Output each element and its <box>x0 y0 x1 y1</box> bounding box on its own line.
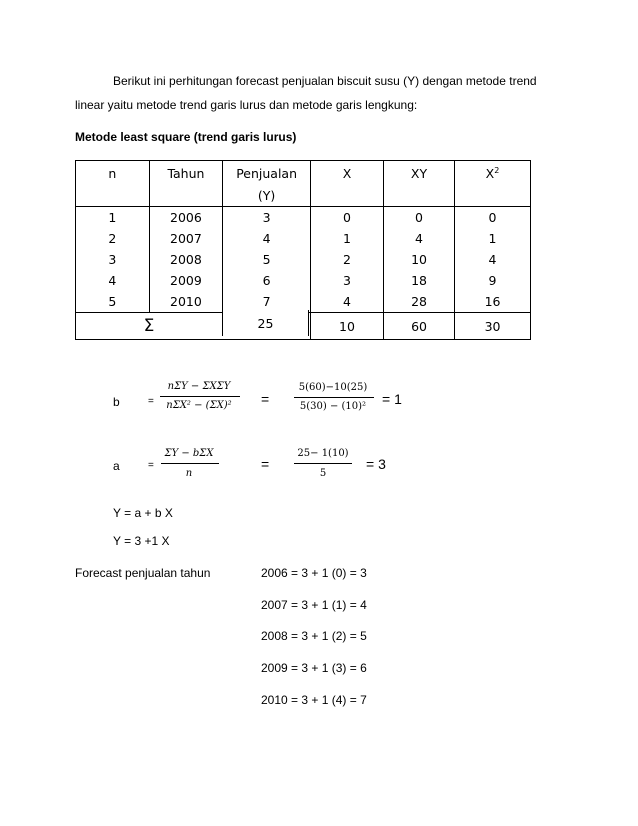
header-x2 <box>455 161 531 186</box>
b-numerator-values: 5(60)−10(25) <box>298 382 368 393</box>
a-equals-2: = <box>261 456 270 472</box>
sum-x: 10 <box>311 313 384 340</box>
header-penjualan-y: (Y) <box>223 185 311 207</box>
intro-line-2: linear yaitu metode trend garis lurus dan metode garis lengkung: <box>75 98 418 112</box>
forecast-line: 2009 = 3 + 1 (3) = 6 <box>261 661 367 675</box>
header-x2-base: X <box>485 165 495 181</box>
intro-line-1: Berikut ini perhitungan forecast penjualan biscuit susu (Y) dengan metode trend <box>113 74 537 88</box>
header-x2-sup: 2 <box>494 165 500 175</box>
cell: 18 <box>384 270 455 291</box>
forecast-line: 2008 = 3 + 1 (2) = 5 <box>261 629 367 643</box>
cell: 2010 <box>149 291 223 313</box>
cell: 6 <box>223 270 311 291</box>
a-numerator-values: 25− 1(10) <box>297 448 349 459</box>
sum-symbol: Σ <box>143 316 155 336</box>
header-n: n <box>76 161 150 186</box>
b-values-bar <box>294 397 374 398</box>
a-denominator-values: 5 <box>319 468 327 479</box>
cell: 0 <box>311 207 384 229</box>
cell: 3 <box>311 270 384 291</box>
header-xy: XY <box>384 161 455 186</box>
cell: 16 <box>455 291 531 313</box>
b-fraction-bar <box>160 396 240 397</box>
forecast-label: Forecast penjualan tahun <box>75 566 211 580</box>
header-tahun: Tahun <box>149 161 223 186</box>
header-penjualan: Penjualan <box>223 161 311 186</box>
cell: 4 <box>384 228 455 249</box>
a-numerator: ΣY − bΣX <box>164 448 214 459</box>
b-denominator-values: 5(30) − (10)² <box>299 401 367 412</box>
b-equals-1: = <box>148 396 154 407</box>
cell: 10 <box>384 249 455 270</box>
sum-xy: 60 <box>384 313 455 340</box>
table-row <box>76 207 531 229</box>
forecast-line: 2010 = 3 + 1 (4) = 7 <box>261 693 367 707</box>
section-title: Metode least square (trend garis lurus) <box>75 130 297 144</box>
cell: 5 <box>223 249 311 270</box>
b-equals-2: = <box>261 391 270 407</box>
a-equals-1: = <box>148 460 154 471</box>
header-x: X <box>311 161 384 186</box>
b-label: b <box>113 395 120 409</box>
cell: 1 <box>455 228 531 249</box>
a-result: = 3 <box>366 456 386 472</box>
a-denominator: n <box>185 468 193 479</box>
cell: 2009 <box>149 270 223 291</box>
cell: 9 <box>455 270 531 291</box>
cell: 4 <box>76 270 150 291</box>
cell: 28 <box>384 291 455 313</box>
b-result: = 1 <box>382 391 402 407</box>
cell: 4 <box>223 228 311 249</box>
table-row <box>76 228 531 249</box>
table-header-row-2 <box>76 185 531 207</box>
a-values-bar <box>294 463 352 464</box>
forecast-line: 2006 = 3 + 1 (0) = 3 <box>261 566 367 580</box>
cell: 3 <box>223 207 311 229</box>
regression-equation: Y = a + b X <box>113 506 173 520</box>
b-numerator: nΣY − ΣXΣY <box>167 381 231 392</box>
regression-equation-solved: Y = 3 +1 X <box>113 534 170 548</box>
cell: 3 <box>76 249 150 270</box>
cell: 2007 <box>149 228 223 249</box>
cell: 1 <box>311 228 384 249</box>
cell: 2 <box>311 249 384 270</box>
cell: 7 <box>223 291 311 313</box>
cell: 2 <box>76 228 150 249</box>
cell: 5 <box>76 291 150 313</box>
cell: 2008 <box>149 249 223 270</box>
forecast-line: 2007 = 3 + 1 (1) = 4 <box>261 598 367 612</box>
b-denominator: nΣX² − (ΣX)² <box>166 400 232 411</box>
cell: 0 <box>455 207 531 229</box>
table-row <box>76 249 531 270</box>
sum-y: 25 <box>222 310 309 336</box>
cell: 1 <box>76 207 150 229</box>
cell: 4 <box>455 249 531 270</box>
cell: 2006 <box>149 207 223 229</box>
table-row <box>76 270 531 291</box>
sum-x2: 30 <box>455 313 531 340</box>
cell: 4 <box>311 291 384 313</box>
a-fraction-bar <box>161 463 219 464</box>
a-label: a <box>113 459 120 473</box>
table-header-row <box>76 161 531 186</box>
cell: 0 <box>384 207 455 229</box>
